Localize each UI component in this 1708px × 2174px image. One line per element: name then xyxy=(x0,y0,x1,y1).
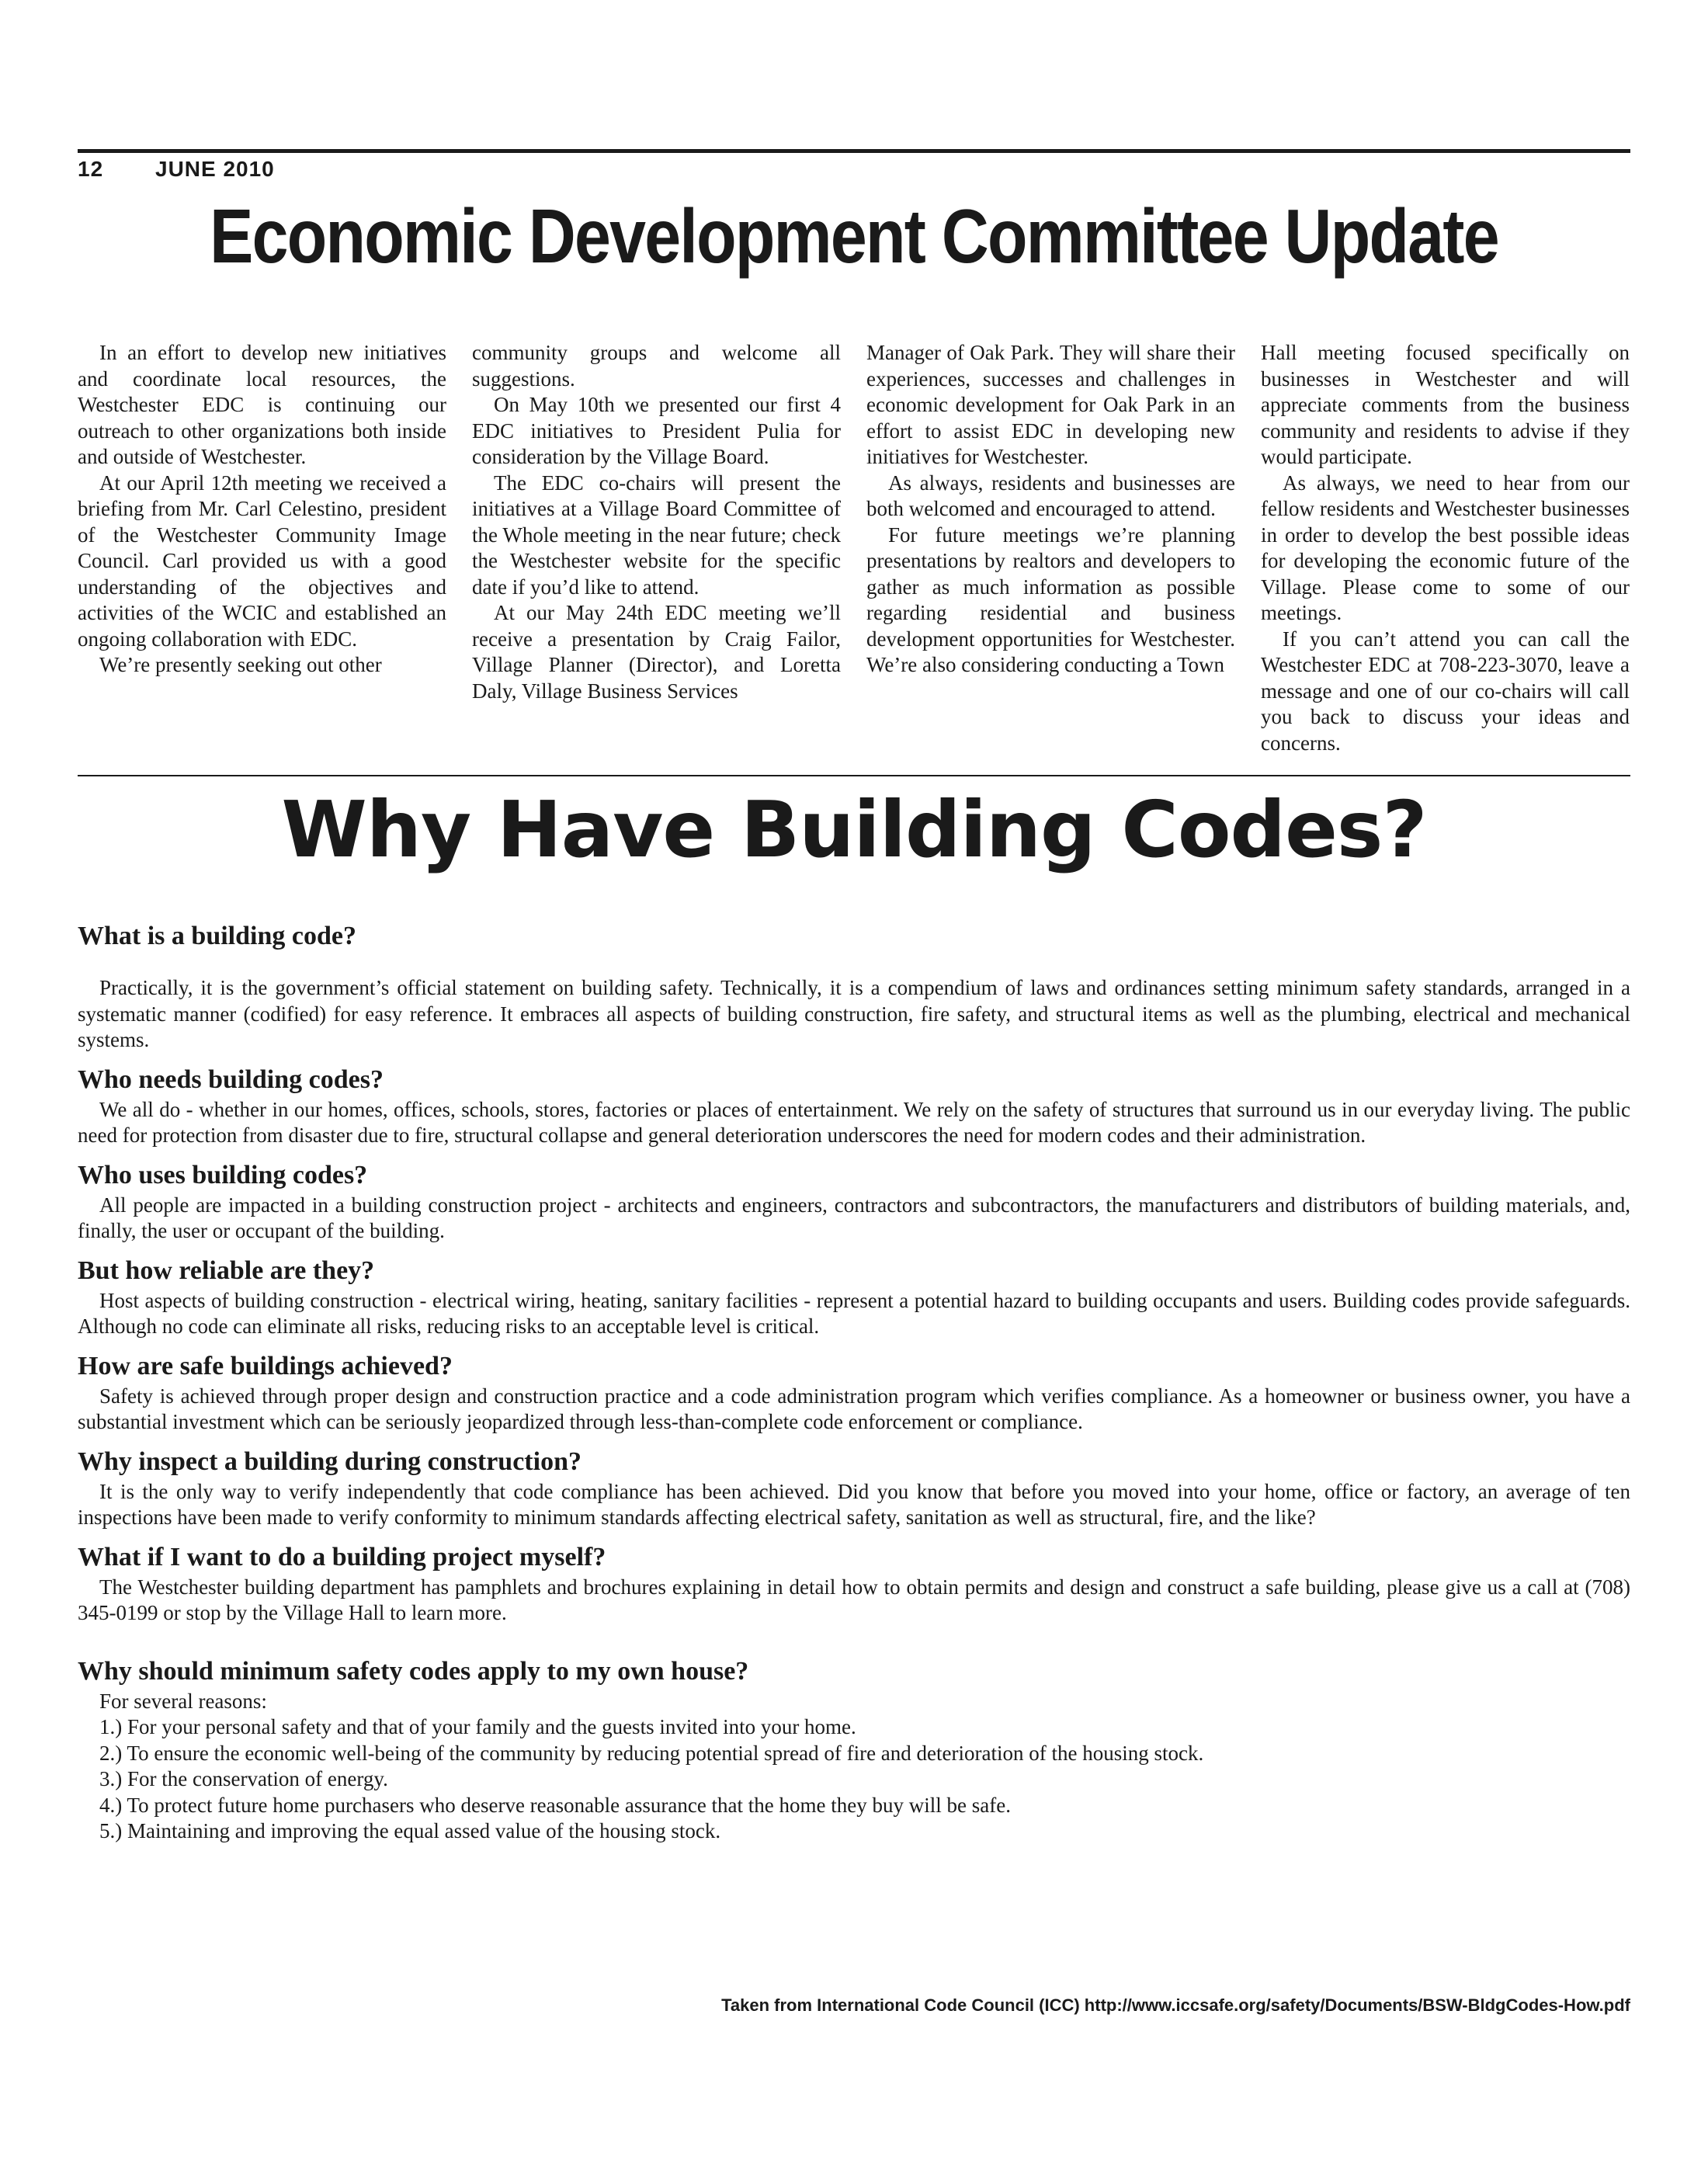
reasons-list xyxy=(78,1689,1630,1845)
edc-column xyxy=(1261,340,1630,756)
qa-section-final xyxy=(78,1655,1630,1845)
question-heading: How are safe buildings achieved? xyxy=(78,1351,453,1380)
question-heading: But how reliable are they? xyxy=(78,1255,375,1285)
qa-section xyxy=(78,1540,1630,1627)
edc-paragraph: community groups and welcome all suggestions. xyxy=(472,341,841,391)
edc-paragraph: Manager of Oak Park. They will share their experiences, successes and challenges in economic development for Oak Park in an effort to assist EDC in developing new initiatives for Westchester. xyxy=(866,341,1235,468)
top-rule xyxy=(78,149,1630,153)
reason-item: 1.) For your personal safety and that of your family and the guests invited into your home. xyxy=(99,1715,856,1738)
reason-item: 4.) To protect future home purchasers who deserve reasonable assurance that the home they buy will be safe. xyxy=(99,1793,1011,1817)
source-citation: Taken from International Code Council (ICC) http://www.iccsafe.org/safety/Documents/BSW-BldgCodes-How.pdf xyxy=(721,1995,1630,2015)
edc-paragraph: On May 10th we presented our first 4 EDC initiatives to President Pulia for consideration by the Village Board. xyxy=(472,393,841,468)
reason-item: For several reasons: xyxy=(99,1689,267,1713)
edc-paragraph: The EDC co-chairs will present the initiatives at a Village Board Committee of the Whole meeting in the near future; check the Westchester website for the specific date if you’d like to attend. xyxy=(472,471,841,599)
edc-column xyxy=(866,340,1235,756)
edc-headline: Economic Development Committee Update xyxy=(210,193,1498,279)
question-heading: What if I want to do a building project myself? xyxy=(78,1542,606,1571)
answer-paragraph: Safety is achieved through proper design and construction practice and a code administration program which verifies compliance. As a homeowner or business owner, you have a substantial investment which can be seriously jeopardized through less-than-complete code enforcement or compliance. xyxy=(78,1384,1630,1433)
edc-paragraph: Hall meeting focused specifically on businesses in Westchester and will appreciate comments from the business community and residents to advise if they would participate. xyxy=(1261,341,1630,468)
edc-paragraph: As always, residents and businesses are both welcomed and encouraged to attend. xyxy=(866,471,1235,520)
edc-paragraph: In an effort to develop new initiatives and coordinate local resources, the Westchester EDC is continuing our outreach to other organizations both inside and outside of Westchester. xyxy=(78,341,446,468)
answer-paragraph: Practically, it is the government’s official statement on building safety. Technically, it is a compendium of laws and ordinances setting minimum safety standards, arranged in a systematic manner (codified) for easy reference. It embraces all aspects of building construction, fire safety, and structural items as well as the plumbing, electrical and mechanical systems. xyxy=(78,976,1630,1051)
qa-section xyxy=(78,1445,1630,1531)
qa-section xyxy=(78,1158,1630,1245)
folio xyxy=(78,157,275,182)
qa-sections xyxy=(78,919,1630,1627)
question-heading: Who needs building codes? xyxy=(78,1064,384,1094)
answer-paragraph: We all do - whether in our homes, offices, schools, stores, factories or places of entertainment. We rely on the safety of structures that surround us in our everyday living. The public need for protection from disaster due to fire, structural collapse and general deterioration underscores the need for modern codes and their administration. xyxy=(78,1097,1630,1147)
reason-item: 2.) To ensure the economic well-being of the community by reducing potential spread of fire and deterioration of the housing stock. xyxy=(99,1741,1204,1765)
edc-paragraph: For future meetings we’re planning presentations by realtors and developers to gather as much information as possible regarding residential and business development opportunities for Westchester. We’re also considering conducting a Town xyxy=(866,523,1235,676)
question-heading: Who uses building codes? xyxy=(78,1160,368,1189)
qa-section xyxy=(78,1254,1630,1340)
edc-article-columns xyxy=(78,340,1630,756)
page-number: 12 xyxy=(78,157,104,181)
section-divider xyxy=(78,775,1630,776)
building-codes-headline: Why Have Building Codes? xyxy=(281,784,1427,875)
qa-section xyxy=(78,1349,1630,1436)
edc-paragraph: At our May 24th EDC meeting we’ll receive a presentation by Craig Failor, Village Planner (Director), and Loretta Daly, Village Business Services xyxy=(472,601,841,703)
answer-paragraph: It is the only way to verify independently that code compliance has been achieved. Did you know that before you moved into your home, office or factory, an average of ten inspections have been made to verify conformity to minimum standards affecting electrical safety, sanitation as well as structural, fire, and the like? xyxy=(78,1479,1630,1529)
edc-paragraph: As always, we need to hear from our fellow residents and Westchester businesses in order to develop the best possible ideas for developing the economic future of the Village. Please come to some of our meetings. xyxy=(1261,471,1630,624)
answer-paragraph: The Westchester building department has pamphlets and brochures explaining in detail how to obtain permits and design and construct a safe building, please give us a call at (708) 345-0199 or stop by the Village Hall to learn more. xyxy=(78,1575,1630,1624)
edc-column xyxy=(78,340,446,756)
answer-paragraph: All people are impacted in a building construction project - architects and engineers, contractors and subcontractors, the manufacturers and distributors of building materials, and, finally, the user or occupant of the building. xyxy=(78,1193,1630,1242)
edc-paragraph: We’re presently seeking out other xyxy=(99,653,382,676)
reason-item: 3.) For the conservation of energy. xyxy=(99,1767,388,1790)
building-codes-body xyxy=(78,919,1630,1854)
qa-section xyxy=(78,1063,1630,1149)
issue-date: JUNE 2010 xyxy=(155,157,275,181)
answer-paragraph: Host aspects of building construction - electrical wiring, heating, sanitary facilities - represent a potential hazard to building occupants and users. Building codes provide safeguards. Although no code can eliminate all risks, reducing risks to an acceptable level is critical. xyxy=(78,1288,1630,1338)
edc-paragraph: If you can’t attend you can call the Westchester EDC at 708-223-3070, leave a message and one of our co-chairs will call you back to discuss your ideas and concerns. xyxy=(1261,627,1630,755)
question-heading: What is a building code? xyxy=(78,922,356,950)
question-heading: Why inspect a building during construction? xyxy=(78,1446,581,1476)
edc-column xyxy=(472,340,841,756)
reason-item: 5.) Maintaining and improving the equal assed value of the housing stock. xyxy=(99,1819,721,1842)
question-heading: Why should minimum safety codes apply to my own house? xyxy=(78,1656,749,1686)
qa-section xyxy=(78,919,1630,1054)
edc-paragraph: At our April 12th meeting we received a briefing from Mr. Carl Celestino, president of the Westchester Community Image Council. Carl provided us with a good understanding of the objectives and activities of the WCIC and established an ongoing collaboration with EDC. xyxy=(78,471,446,651)
